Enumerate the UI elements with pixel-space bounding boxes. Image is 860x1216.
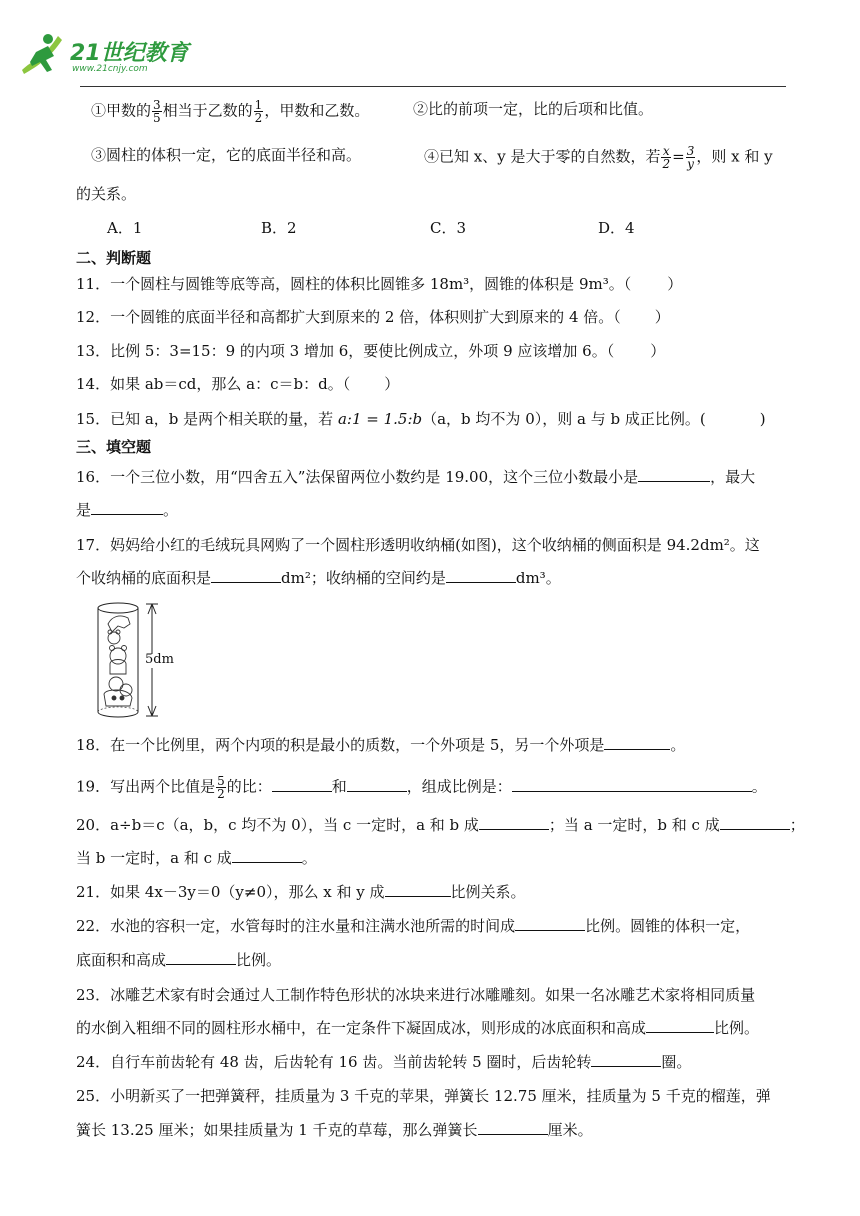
answer-blank[interactable] [591,1052,661,1067]
answer-blank[interactable] [91,500,163,515]
q14: 14．如果 ab＝cd，那么 a：c＝b：d。（ ） [76,375,400,393]
q13: 13．比例 5：3=15：9 的内项 3 增加 6，要使比例成立，外项 9 应该增加 6。（ ） [76,342,666,360]
option-b[interactable]: B．2 [261,219,297,237]
answer-blank[interactable] [211,568,281,583]
fraction-3-y: $\frac{3}{y}$ [686,144,695,171]
q10-item4: ④已知 x、y 是大于零的自然数，若 $\frac{x}{2}$ = $\frac{3}{y}$ ，则 x 和 y [424,144,773,171]
q10-item3: ③圆柱的体积一定，它的底面半径和高。 [91,146,362,164]
q22-line1: 22．水池的容积一定，水管每时的注水量和注满水池所需的时间成 比例。圆锥的体积一定， [76,917,751,935]
option-d[interactable]: D．4 [598,219,635,237]
logo [18,30,218,82]
answer-blank[interactable] [604,735,670,750]
runner-logo-icon [18,30,70,76]
header-rule [80,86,786,87]
q16-line2: 是 。 [76,501,179,519]
q25-line1: 25．小明新买了一把弹簧秤，挂质量为 3 千克的苹果，弹簧长 12.75 厘米，挂质量为 5 千克的榴莲，弹 [76,1087,771,1105]
q22-line2: 底面积和高成 比例。 [76,951,282,969]
fraction-1-2: $\frac{1}{2}$ [254,98,263,125]
q20-line1: 20．a÷b＝c（a，b，c 均不为 0），当 c 一定时，a 和 b 成 ；当 a 一定时，b 和 c 成 ； [76,816,805,834]
logo-text: 21世纪教育 [70,41,189,66]
answer-blank[interactable] [385,882,451,897]
q19: 19．写出两个比值是 $\frac{5}{2}$ 的比： 和 ，组成比例是： 。 [76,774,767,801]
q23-line1: 23．冰雕艺术家有时会通过人工制作特色形状的冰块来进行冰雕雕刻。如果一名冰雕艺术家将相同质量 [76,986,756,1004]
q18: 18．在一个比例里，两个内项的积是最小的质数，一个外项是 5，另一个外项是 。 [76,736,686,754]
q16-line1: 16．一个三位小数，用“四舍五入”法保留两位小数约是 19.00，这个三位小数最小是 ，最大 [76,468,756,486]
q10-item4-cont: 的关系。 [76,185,137,203]
logo-url: www.21cnjy.com [72,64,148,74]
fraction-x-2: $\frac{x}{2}$ [662,144,671,171]
answer-blank[interactable] [272,777,332,792]
q24: 24．自行车前齿轮有 48 齿，后齿轮有 16 齿。当前齿轮转 5 圈时，后齿轮转 圈。 [76,1053,692,1071]
answer-blank[interactable] [478,1120,548,1135]
answer-blank[interactable] [347,777,407,792]
answer-blank[interactable] [646,1018,714,1033]
section-judge-title: 二、判断题 [76,249,152,267]
q23-line2: 的水倒入粗细不同的圆柱形水桶中，在一定条件下凝固成冰，则形成的冰底面积和高成 比例。 [76,1019,760,1037]
q21: 21．如果 4x－3y＝0（y≠0），那么 x 和 y 成 比例关系。 [76,883,526,901]
q17-line2: 个收纳桶的底面积是 dm²；收纳桶的空间约是 dm³。 [76,569,561,587]
fraction-5-2: $\frac{5}{2}$ [217,774,225,801]
q15: 15．已知 a，b 是两个相关联的量，若 a:1 = 1.5:b（a，b 均不为 0），则 a 与 b 成正比例。( ) [76,410,766,428]
q10-item2: ②比的前项一定，比的后项和比值。 [413,100,654,118]
q10-item1: ①甲数的 $\frac{3}{5}$ 相当于乙数的 $\frac{1}{2}$ ，甲数和乙数。 [91,98,370,125]
q12: 12．一个圆锥的底面半径和高都扩大到原来的 2 倍，体积则扩大到原来的 4 倍。（ ） [76,308,670,326]
cylinder-container-icon [90,598,190,724]
answer-blank[interactable] [638,467,710,482]
q11: 11．一个圆柱与圆锥等底等高，圆柱的体积比圆锥多 18m³，圆锥的体积是 9m³。（ ） [76,275,683,293]
answer-blank[interactable] [515,916,585,931]
q17-line1: 17．妈妈给小红的毛绒玩具网购了一个圆柱形透明收纳桶(如图)，这个收纳桶的侧面积是 94.2dm²。这 [76,536,760,554]
answer-blank[interactable] [512,777,752,792]
option-c[interactable]: C．3 [430,219,467,237]
option-a[interactable]: A．1 [107,219,143,237]
height-label: 5dm [145,652,174,667]
answer-blank[interactable] [720,815,790,830]
plush-toys-icon [104,616,132,706]
page-header [18,30,788,88]
fraction-3-5: $\frac{3}{5}$ [153,98,161,125]
answer-blank[interactable] [446,568,516,583]
section-fill-title: 三、填空题 [76,438,152,456]
cylinder-figure [90,598,190,724]
q20-line2: 当 b 一定时，a 和 c 成 。 [76,849,317,867]
answer-blank[interactable] [479,815,549,830]
answer-blank[interactable] [232,848,302,863]
answer-blank[interactable] [166,950,236,965]
q25-line2: 簧长 13.25 厘米；如果挂质量为 1 千克的草莓，那么弹簧长 厘米。 [76,1121,593,1139]
